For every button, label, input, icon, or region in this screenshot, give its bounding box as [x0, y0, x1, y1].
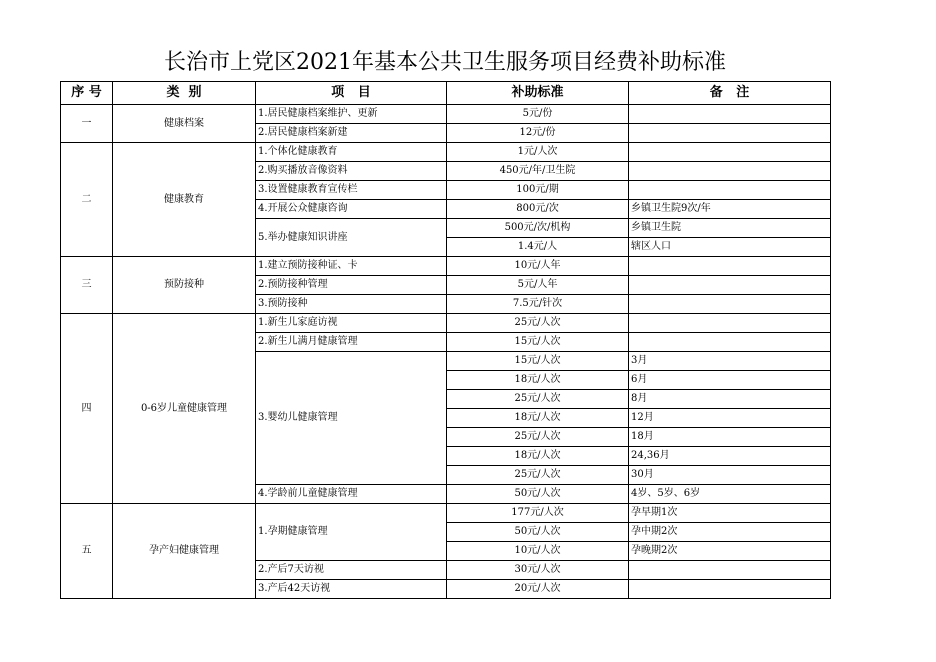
item-cell: 3.产后42天访视: [256, 580, 447, 599]
standard-cell: 18元/人次: [447, 447, 629, 466]
standard-cell: 25元/人次: [447, 466, 629, 485]
row-number-cell: 五: [61, 504, 113, 599]
item-cell: 4.学龄前儿童健康管理: [256, 485, 447, 504]
remark-cell: 8月: [629, 390, 831, 409]
table-row: [61, 143, 831, 162]
standard-cell: 30元/人次: [447, 561, 629, 580]
remark-cell: 乡镇卫生院: [629, 219, 831, 238]
remark-cell: 30月: [629, 466, 831, 485]
standard-cell: 50元/人次: [447, 523, 629, 542]
remark-cell: 孕早期1次: [629, 504, 831, 523]
item-cell: 3.婴幼儿健康管理: [256, 352, 447, 485]
row-number-cell: 三: [61, 257, 113, 314]
remark-cell: [629, 257, 831, 276]
item-cell: 2.购买播放音像资料: [256, 162, 447, 181]
category-cell: 0-6岁儿童健康管理: [113, 314, 256, 504]
item-cell: 2.预防接种管理: [256, 276, 447, 295]
header-item: 项 目: [256, 82, 447, 105]
standard-cell: 7.5元/针次: [447, 295, 629, 314]
header-standard: 补助标准: [447, 82, 629, 105]
header-remark: 备 注: [629, 82, 831, 105]
row-number-cell: 四: [61, 314, 113, 504]
table-body: [61, 105, 831, 599]
category-cell: 健康教育: [113, 143, 256, 257]
table-row: [61, 314, 831, 333]
table-row: [61, 105, 831, 124]
item-cell: 2.居民健康档案新建: [256, 124, 447, 143]
standard-cell: 800元/次: [447, 200, 629, 219]
category-cell: 孕产妇健康管理: [113, 504, 256, 599]
item-cell: 2.新生儿满月健康管理: [256, 333, 447, 352]
remark-cell: [629, 561, 831, 580]
remark-cell: 12月: [629, 409, 831, 428]
remark-cell: [629, 314, 831, 333]
remark-cell: 6月: [629, 371, 831, 390]
standard-cell: 10元/人年: [447, 257, 629, 276]
standard-cell: 100元/期: [447, 181, 629, 200]
standard-cell: 25元/人次: [447, 390, 629, 409]
page-title: 长治市上党区2021年基本公共卫生服务项目经费补助标准: [164, 50, 726, 75]
standard-cell: 10元/人次: [447, 542, 629, 561]
remark-cell: 孕晚期2次: [629, 542, 831, 561]
remark-cell: 3月: [629, 352, 831, 371]
item-cell: 1.居民健康档案维护、更新: [256, 105, 447, 124]
item-cell: 3.设置健康教育宣传栏: [256, 181, 447, 200]
standard-cell: 15元/人次: [447, 352, 629, 371]
standard-cell: 50元/人次: [447, 485, 629, 504]
remark-cell: [629, 333, 831, 352]
remark-cell: 24,36月: [629, 447, 831, 466]
remark-cell: [629, 124, 831, 143]
standard-cell: 20元/人次: [447, 580, 629, 599]
table-row: [61, 504, 831, 523]
remark-cell: 辖区人口: [629, 238, 831, 257]
remark-cell: [629, 105, 831, 124]
remark-cell: [629, 276, 831, 295]
standard-cell: 5元/人年: [447, 276, 629, 295]
item-cell: 1.个体化健康教育: [256, 143, 447, 162]
remark-cell: [629, 295, 831, 314]
item-cell: 5.举办健康知识讲座: [256, 219, 447, 257]
row-number-cell: 一: [61, 105, 113, 143]
header-row-number: 序 号: [61, 82, 113, 105]
standard-cell: 1元/人次: [447, 143, 629, 162]
remark-cell: [629, 181, 831, 200]
standard-cell: 25元/人次: [447, 428, 629, 447]
header-row: [61, 82, 831, 105]
item-cell: 1.新生儿家庭访视: [256, 314, 447, 333]
standard-cell: 177元/人次: [447, 504, 629, 523]
item-cell: 3.预防接种: [256, 295, 447, 314]
standard-cell: 500元/次/机构: [447, 219, 629, 238]
remark-cell: [629, 580, 831, 599]
category-cell: 预防接种: [113, 257, 256, 314]
standard-cell: 15元/人次: [447, 333, 629, 352]
item-cell: 1.建立预防接种证、卡: [256, 257, 447, 276]
remark-cell: 孕中期2次: [629, 523, 831, 542]
standard-cell: 1.4元/人: [447, 238, 629, 257]
standard-cell: 18元/人次: [447, 409, 629, 428]
remark-cell: 乡镇卫生院9次/年: [629, 200, 831, 219]
remark-cell: 18月: [629, 428, 831, 447]
item-cell: 1.孕期健康管理: [256, 504, 447, 561]
remark-cell: 4岁、5岁、6岁: [629, 485, 831, 504]
item-cell: 2.产后7天访视: [256, 561, 447, 580]
standard-cell: 5元/份: [447, 105, 629, 124]
standard-cell: 18元/人次: [447, 371, 629, 390]
header-category: 类 别: [113, 82, 256, 105]
standard-cell: 12元/份: [447, 124, 629, 143]
item-cell: 4.开展公众健康咨询: [256, 200, 447, 219]
remark-cell: [629, 143, 831, 162]
standard-cell: 450元/年/卫生院: [447, 162, 629, 181]
standard-cell: 25元/人次: [447, 314, 629, 333]
table-row: [61, 257, 831, 276]
subsidy-standard-table: [60, 81, 831, 599]
remark-cell: [629, 162, 831, 181]
row-number-cell: 二: [61, 143, 113, 257]
category-cell: 健康档案: [113, 105, 256, 143]
